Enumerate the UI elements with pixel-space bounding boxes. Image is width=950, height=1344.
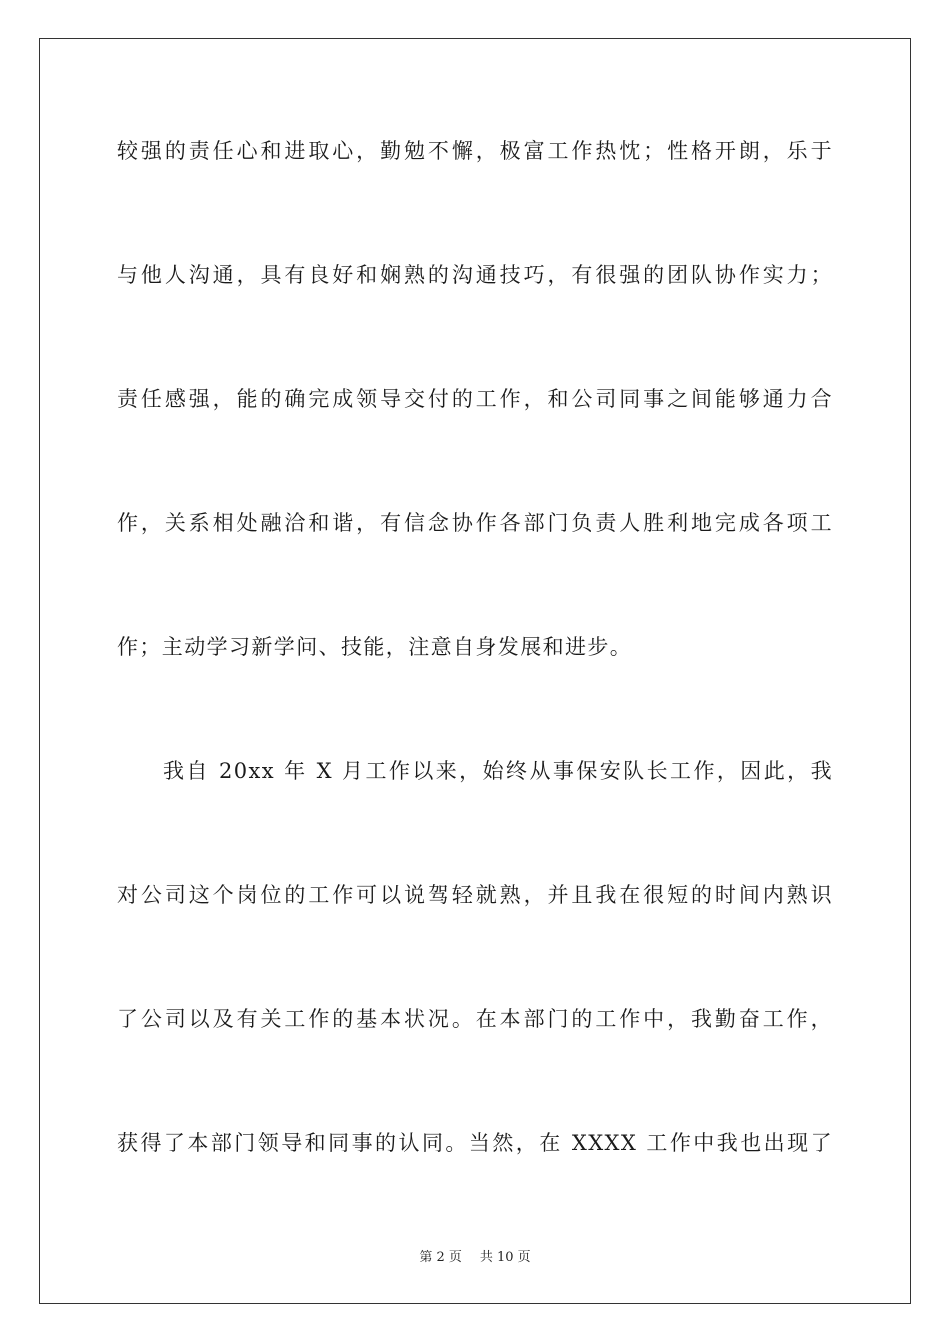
text-line: 较强的责任心和进取心，勤勉不懈，极富工作热忱；性格开朗，乐于 (117, 139, 833, 163)
page-number: 第 2 页 (419, 1250, 462, 1265)
text-line: 对公司这个岗位的工作可以说驾轻就熟，并且我在很短的时间内熟识 (117, 883, 833, 907)
text-line: 了公司以及有关工作的基本状况。在本部门的工作中，我勤奋工作， (117, 1007, 833, 1031)
page-footer (0, 1246, 950, 1265)
text-line: 我自 20xx 年 X 月工作以来，始终从事保安队长工作，因此，我 (163, 759, 833, 783)
document-body (117, 127, 833, 1243)
text-line: 作；主动学习新学问、技能，注意自身发展和进步。 (117, 635, 633, 659)
text-line: 与他人沟通，具有良好和娴熟的沟通技巧，有很强的团队协作实力； (117, 263, 833, 287)
text-line: 责任感强，能的确完成领导交付的工作，和公司同事之间能够通力合 (117, 387, 833, 411)
text-line: 作，关系相处融洽和谐，有信念协作各部门负责人胜利地完成各项工 (117, 511, 833, 535)
page-total: 共 10 页 (479, 1250, 531, 1265)
text-line: 获得了本部门领导和同事的认同。当然，在 XXXX 工作中我也出现了 (117, 1131, 833, 1155)
